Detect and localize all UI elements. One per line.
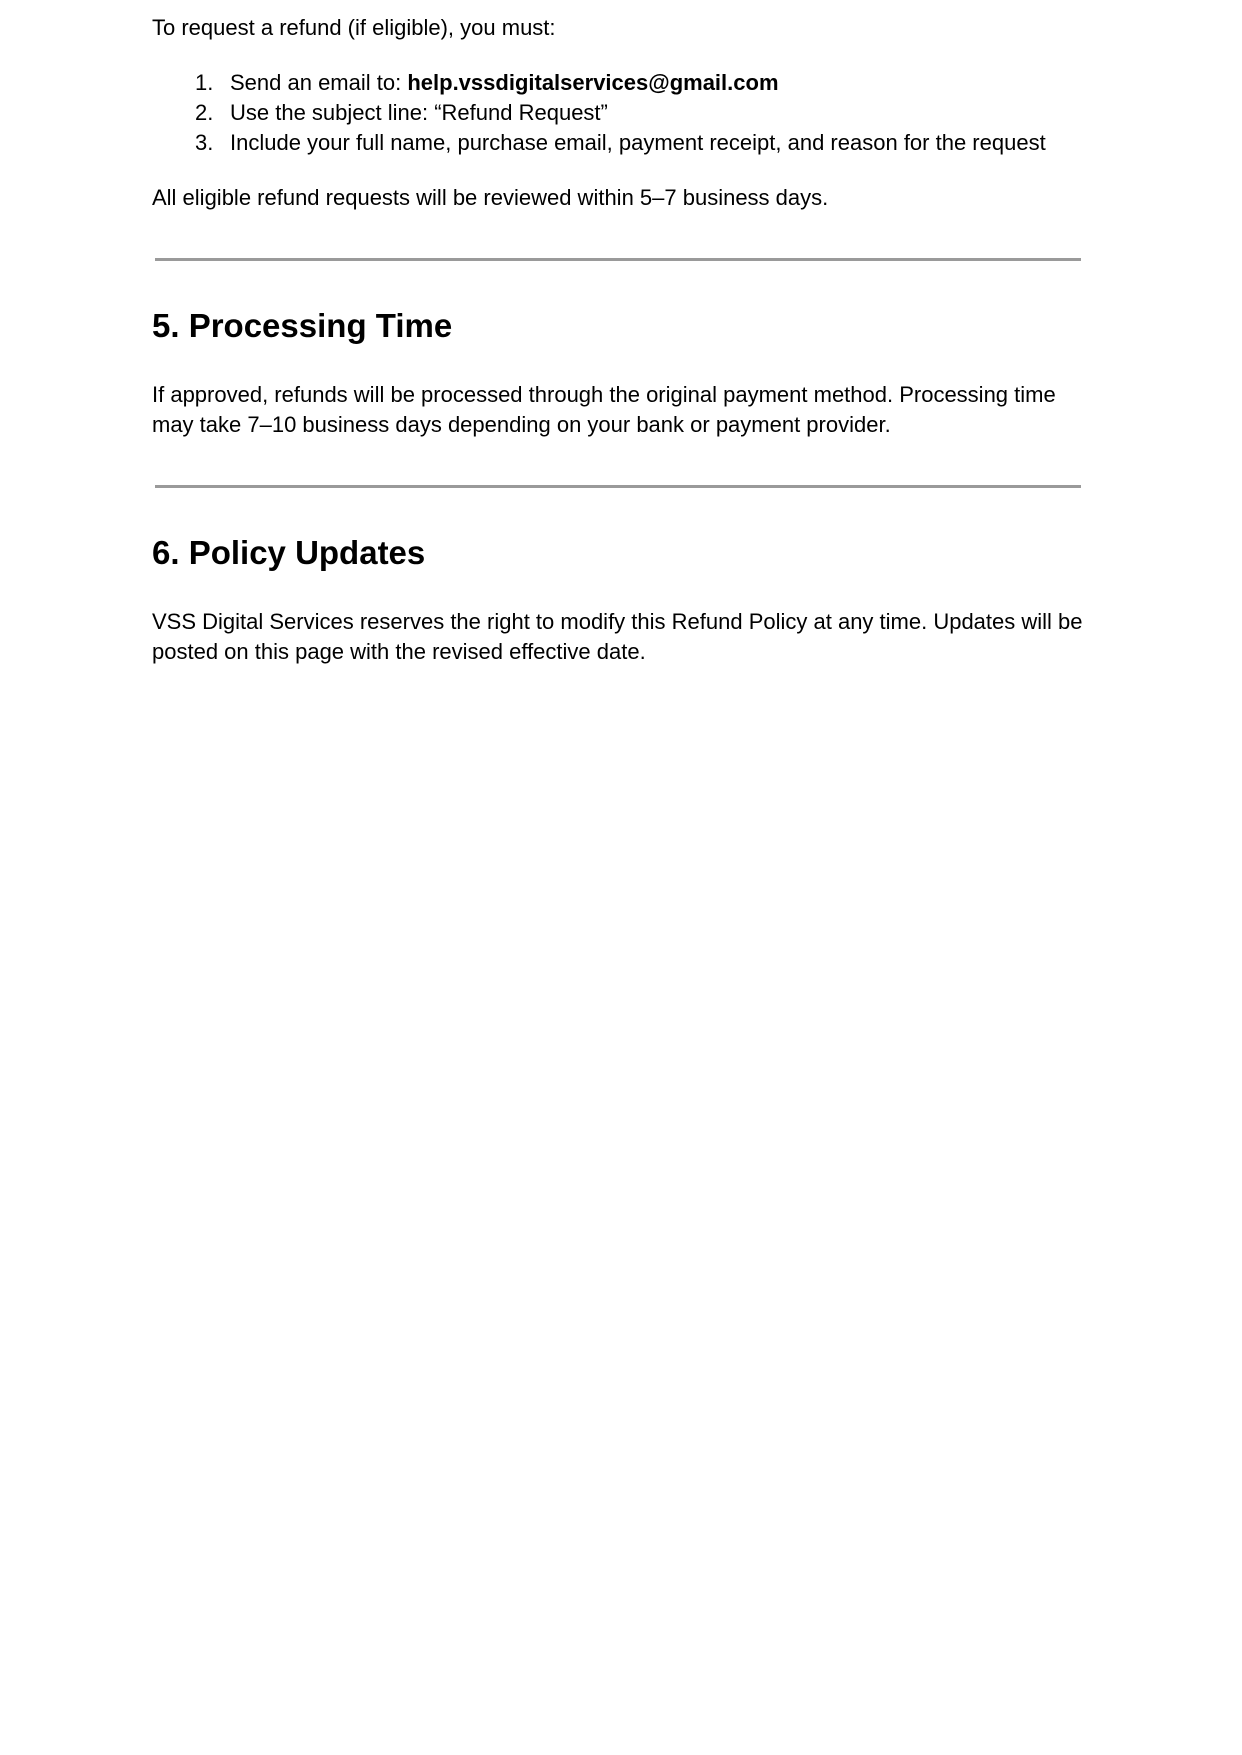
list-item bbox=[152, 68, 1084, 98]
list-item-text bbox=[230, 128, 1046, 158]
list-item-text bbox=[230, 68, 779, 98]
review-note-paragraph: All eligible refund requests will be reviewed within 5–7 business days. bbox=[152, 185, 829, 210]
intro-paragraph: To request a refund (if eligible), you must: bbox=[152, 15, 556, 40]
step-text-segment: Use the subject line: “Refund Request” bbox=[230, 100, 608, 125]
section-divider bbox=[155, 258, 1081, 261]
list-item-number: 2. bbox=[195, 100, 214, 125]
list-item-number: 1. bbox=[195, 70, 214, 95]
section-divider bbox=[155, 485, 1081, 488]
list-item-number: 3. bbox=[195, 130, 214, 155]
refund-steps-list bbox=[152, 68, 1084, 158]
section-heading-policy-updates: 6. Policy Updates bbox=[152, 534, 426, 571]
list-item-text bbox=[230, 98, 608, 128]
processing-time-paragraph: If approved, refunds will be processed through the original payment method. Processing time may take 7–10 business days depending on your bank or payment provider. bbox=[152, 382, 1056, 437]
list-item bbox=[152, 98, 1084, 128]
document-page bbox=[152, 0, 1084, 667]
support-email: help.vssdigitalservices@gmail.com bbox=[407, 70, 779, 95]
list-item bbox=[152, 128, 1084, 158]
step-text-segment: Include your full name, purchase email, payment receipt, and reason for the request bbox=[230, 130, 1046, 155]
policy-updates-paragraph: VSS Digital Services reserves the right to modify this Refund Policy at any time. Updates will be posted on this page with the revised effective date. bbox=[152, 609, 1083, 664]
step-text-segment: Send an email to: bbox=[230, 70, 408, 95]
section-heading-processing-time: 5. Processing Time bbox=[152, 307, 453, 344]
